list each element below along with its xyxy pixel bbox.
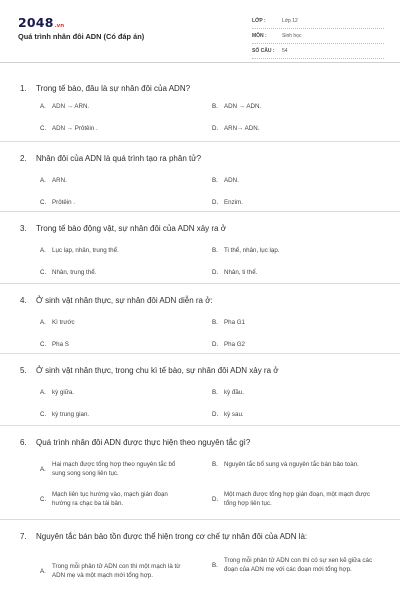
option-text: Nhân, ti thể. <box>224 269 258 276</box>
question-6-option-a[interactable] <box>40 460 190 478</box>
question-2-option-b[interactable] <box>212 176 382 185</box>
question-number: 5. <box>20 366 27 375</box>
option-letter: B. <box>212 177 218 184</box>
question-number: 7. <box>20 532 27 541</box>
option-text: ADN → ADN. <box>224 103 262 110</box>
question-7-stem <box>20 532 307 541</box>
option-text: Lục lạp, nhân, trung thể. <box>52 247 119 254</box>
option-letter: D. <box>212 495 219 503</box>
option-letter: A. <box>40 103 46 110</box>
option-text: ARN→ ADN. <box>224 125 260 132</box>
option-text: Nhân, trung thể. <box>52 269 97 276</box>
question-5 <box>0 354 400 426</box>
document-meta <box>252 14 384 59</box>
question-4-stem <box>20 296 213 305</box>
option-letter: D. <box>212 199 219 206</box>
option-letter: C. <box>40 269 47 276</box>
option-text: Trong mỗi phân tử ADN con thì có sự xen kẽ giữa các đoạn của ADN mẹ với các đoạn mới tổng hợp. <box>224 557 373 573</box>
option-text: Mạch liên tục hướng vào, mạch gián đoạn hướng ra chạc ba tái bản. <box>52 491 168 507</box>
question-number: 6. <box>20 438 27 447</box>
question-4-option-b[interactable] <box>212 318 382 327</box>
option-text: Kì trước <box>52 319 75 326</box>
option-letter: A. <box>40 247 46 254</box>
option-letter: B. <box>212 461 218 468</box>
option-text: Pha S <box>52 341 69 348</box>
question-7 <box>0 520 400 600</box>
option-letter: B. <box>212 389 218 396</box>
option-letter: C. <box>40 199 47 206</box>
question-1-stem <box>20 84 190 93</box>
question-text: Ở sinh vật nhân thực, trong chu kì tế bào, sự nhân đôi ADN xảy ra ở <box>36 366 279 375</box>
option-text: ADN → Prôtêin . <box>52 125 98 132</box>
option-text: ARN. <box>52 177 67 184</box>
question-number: 3. <box>20 224 27 233</box>
meta-count-label: SỐ CÂU : <box>252 48 275 54</box>
meta-class-row <box>252 14 384 29</box>
meta-count-value: 54 <box>282 48 288 54</box>
document-title: Quá trình nhân đôi ADN (Có đáp án) <box>18 32 145 41</box>
logo-text: 2048 <box>18 15 54 30</box>
question-number: 2. <box>20 154 27 163</box>
option-text: kỳ đầu. <box>224 389 244 396</box>
question-2-option-c[interactable] <box>40 198 190 207</box>
question-4-option-a[interactable] <box>40 318 190 327</box>
option-text: Nguyên tắc bổ sung và nguyên tắc bán bảo toàn. <box>224 461 359 468</box>
question-number: 4. <box>20 296 27 305</box>
option-letter: C. <box>40 341 47 348</box>
option-text: Enzim. <box>224 199 243 206</box>
question-3 <box>0 212 400 284</box>
question-5-option-c[interactable] <box>40 410 190 419</box>
question-text: Quá trình nhân đôi ADN được thực hiện theo nguyên tắc gì? <box>36 438 251 447</box>
question-number: 1. <box>20 84 27 93</box>
question-6-stem <box>20 438 250 447</box>
question-2-stem <box>20 154 201 163</box>
option-letter: A. <box>40 567 46 575</box>
question-7-option-a[interactable] <box>40 562 190 580</box>
question-text: Ở sinh vật nhân thực, sự nhân đôi ADN diễn ra ở: <box>36 296 213 305</box>
question-5-option-b[interactable] <box>212 388 382 397</box>
option-text: kỳ giữa. <box>52 389 75 396</box>
question-3-option-b[interactable] <box>212 246 382 255</box>
question-1-option-d[interactable] <box>212 124 382 133</box>
option-letter: B. <box>212 561 218 569</box>
question-text: Nguyên tắc bán bảo tồn được thể hiện trong cơ chế tự nhân đôi của ADN là: <box>36 532 308 541</box>
option-text: ADN. <box>224 177 239 184</box>
option-text: Một mạch được tổng hợp gián đoạn, một mạch được tổng hợp liên tục. <box>224 491 370 507</box>
question-1-option-c[interactable] <box>40 124 190 133</box>
option-letter: A. <box>40 389 46 396</box>
question-2-option-d[interactable] <box>212 198 382 207</box>
question-5-option-a[interactable] <box>40 388 190 397</box>
option-text: Hai mạch được tổng hợp theo nguyên tắc bổ sung song song liên tục. <box>52 461 176 477</box>
option-letter: A. <box>40 319 46 326</box>
question-text: Nhân đôi của ADN là quá trình tạo ra phân tử? <box>36 154 202 163</box>
option-text: Ti thể, nhân, lục lạp. <box>224 247 280 254</box>
question-6-option-c[interactable] <box>40 490 190 508</box>
option-text: Prôtêin . <box>52 199 76 206</box>
option-letter: C. <box>40 125 47 132</box>
meta-subject-label: MÔN : <box>252 33 267 39</box>
question-1-option-b[interactable] <box>212 102 382 111</box>
question-6 <box>0 426 400 520</box>
question-5-stem <box>20 366 279 375</box>
meta-class-value: Lớp 12 <box>282 18 298 24</box>
option-letter: B. <box>212 319 218 326</box>
question-3-option-d[interactable] <box>212 268 382 277</box>
meta-subject-row <box>252 29 384 44</box>
logo-domain: .vn <box>54 23 65 29</box>
question-3-option-c[interactable] <box>40 268 190 277</box>
option-letter: D. <box>212 341 219 348</box>
question-3-option-a[interactable] <box>40 246 190 255</box>
option-letter: A. <box>40 465 46 473</box>
question-text: Trong tế bào động vật, sự nhân đôi của ADN xảy ra ở <box>36 224 226 233</box>
option-letter: B. <box>212 247 218 254</box>
question-2-option-a[interactable] <box>40 176 190 185</box>
question-1 <box>0 72 400 142</box>
option-letter: C. <box>40 411 47 418</box>
option-letter: D. <box>212 411 219 418</box>
site-logo[interactable] <box>18 15 64 30</box>
document-header <box>0 0 400 63</box>
question-4-option-c[interactable] <box>40 340 190 349</box>
question-3-stem <box>20 224 226 233</box>
question-6-option-b[interactable] <box>212 460 382 469</box>
option-text: ADN → ARN. <box>52 103 90 110</box>
question-5-option-d[interactable] <box>212 410 382 419</box>
option-letter: D. <box>212 125 219 132</box>
option-letter: A. <box>40 177 46 184</box>
meta-subject-value: Sinh học <box>282 33 302 39</box>
option-text: Pha G2 <box>224 341 245 348</box>
option-text: Trong mỗi phân tử ADN con thì một mạch là từ ADN mẹ và một mạch mới tổng hợp. <box>52 563 181 579</box>
option-letter: C. <box>40 495 47 503</box>
question-2 <box>0 142 400 212</box>
option-text: kỳ sau. <box>224 411 244 418</box>
question-6-option-d[interactable] <box>212 490 382 508</box>
question-1-option-a[interactable] <box>40 102 190 111</box>
question-text: Trong tế bào, đâu là sự nhân đôi của ADN? <box>36 84 191 93</box>
option-text: kỳ trung gian. <box>52 411 90 418</box>
option-letter: D. <box>212 269 219 276</box>
meta-count-row <box>252 44 384 59</box>
question-7-option-b[interactable] <box>212 556 382 574</box>
question-4 <box>0 284 400 354</box>
option-letter: B. <box>212 103 218 110</box>
option-text: Pha G1 <box>224 319 245 326</box>
question-4-option-d[interactable] <box>212 340 382 349</box>
meta-class-label: LỚP : <box>252 18 266 24</box>
